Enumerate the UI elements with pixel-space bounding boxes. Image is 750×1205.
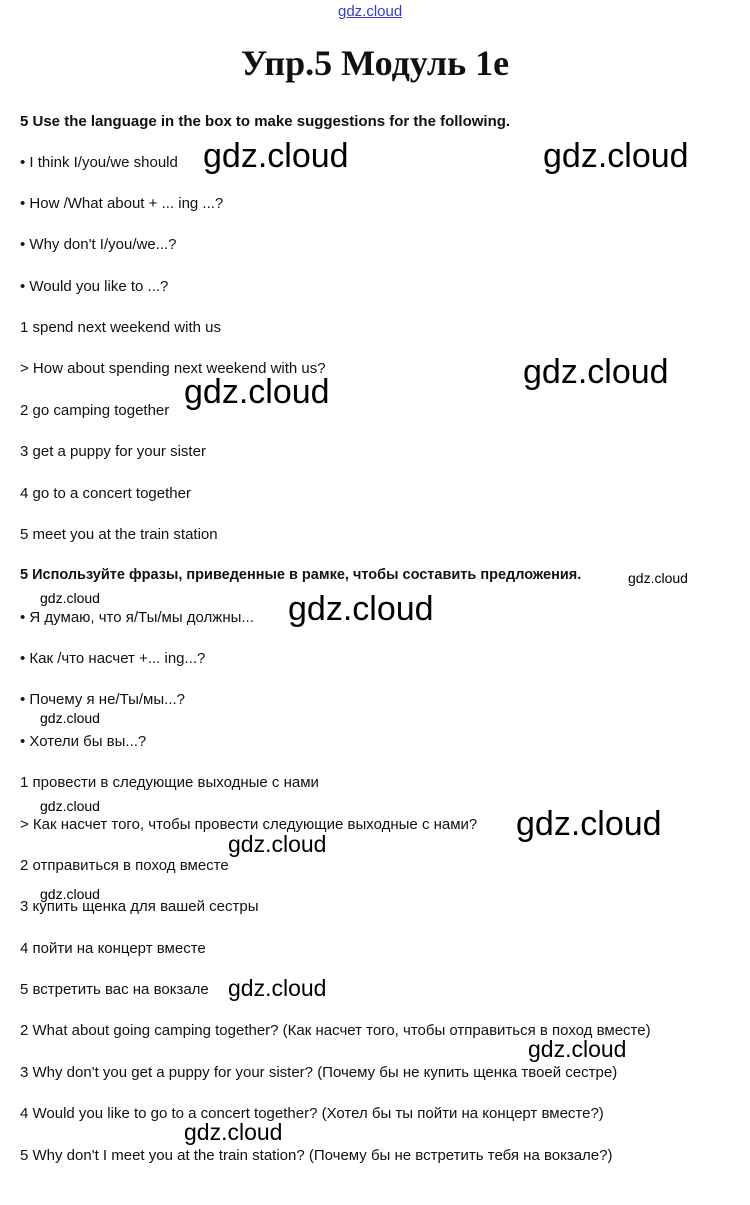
english-heading: 5 Use the language in the box to make suggestions for the following. (20, 113, 511, 130)
english-phrase-1: • I think I/you/we should (20, 154, 178, 171)
answer-5: 5 Why don't I meet you at the train station? (Почему бы не встретить тебя на вокзале?) (20, 1147, 613, 1164)
watermark: gdz.cloud (528, 1036, 627, 1062)
english-item-3: 3 get a puppy for your sister (20, 443, 206, 460)
watermark: gdz.cloud (228, 831, 327, 857)
english-phrase-4: • Would you like to ...? (20, 278, 169, 295)
russian-item-3: 3 купить щенка для вашей сестры (20, 898, 259, 915)
english-phrase-2: • How /What about + ... ing ...? (20, 195, 224, 212)
russian-example-answer: > Как насчет того, чтобы провести следующие выходные с нами? (20, 816, 478, 833)
russian-item-4: 4 пойти на концерт вместе (20, 940, 206, 957)
english-phrase-3: • Why don't I/you/we...? (20, 236, 177, 253)
watermark: gdz.cloud (40, 886, 100, 902)
watermark: gdz.cloud (40, 798, 100, 814)
russian-phrase-3: • Почему я не/Ты/мы...? (20, 691, 185, 708)
russian-heading: 5 Используйте фразы, приведенные в рамке, чтобы составить предложения. (20, 567, 582, 583)
english-example-answer: > How about spending next weekend with us? (20, 360, 326, 377)
watermark: gdz.cloud (543, 137, 689, 175)
russian-phrase-1: • Я думаю, что я/Ты/мы должны... (20, 609, 254, 626)
watermark: gdz.cloud (184, 373, 330, 411)
header-watermark: gdz.cloud (338, 3, 403, 20)
page-title: Упр.5 Модуль 1е (240, 43, 510, 83)
english-item-5: 5 meet you at the train station (20, 526, 218, 543)
watermark: gdz.cloud (516, 805, 662, 843)
russian-phrase-4: • Хотели бы вы...? (20, 733, 147, 750)
russian-item-5: 5 встретить вас на вокзале (20, 981, 209, 998)
english-item-1: 1 spend next weekend with us (20, 319, 221, 336)
answer-2: 2 What about going camping together? (Как насчет того, чтобы отправиться в поход вместе) (20, 1022, 651, 1039)
watermark: gdz.cloud (40, 710, 100, 726)
watermark: gdz.cloud (184, 1119, 283, 1145)
watermark: gdz.cloud (40, 590, 100, 606)
watermark: gdz.cloud (228, 975, 327, 1001)
english-item-2: 2 go camping together (20, 402, 170, 419)
watermark: gdz.cloud (203, 137, 349, 175)
russian-item-1: 1 провести в следующие выходные с нами (20, 774, 319, 791)
russian-item-2: 2 отправиться в поход вместе (20, 857, 229, 874)
watermark: gdz.cloud (288, 590, 434, 628)
answer-4: 4 Would you like to go to a concert together? (Хотел бы ты пойти на концерт вместе?) (20, 1105, 604, 1122)
answer-3: 3 Why don't you get a puppy for your sister? (Почему бы не купить щенка твоей сестре) (20, 1064, 618, 1081)
russian-phrase-2: • Как /что насчет +... ing...? (20, 650, 206, 667)
english-item-4: 4 go to a concert together (20, 485, 191, 502)
watermark: gdz.cloud (523, 353, 669, 391)
watermark: gdz.cloud (628, 570, 688, 586)
